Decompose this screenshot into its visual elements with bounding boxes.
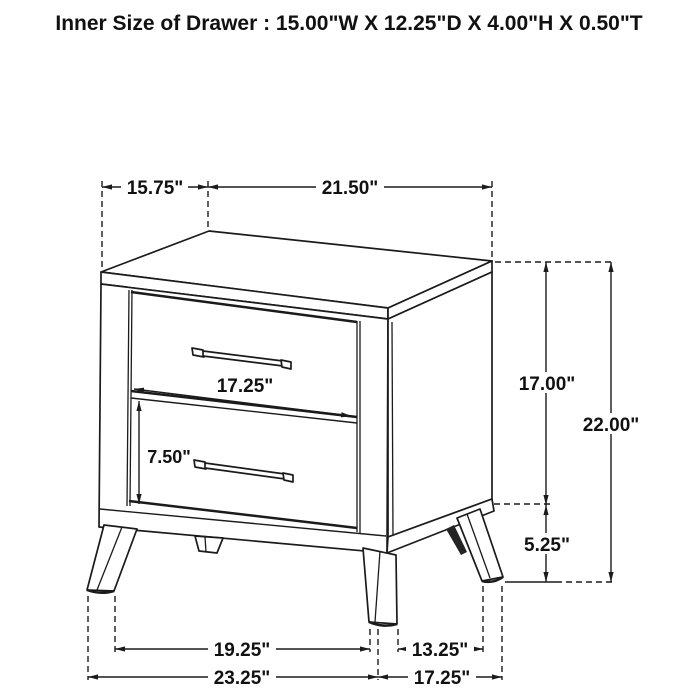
lower-handle-right-cap	[283, 473, 293, 482]
side-panel	[388, 272, 492, 537]
cabinet-front-face	[99, 284, 388, 553]
dim-top-depth-label: 15.75"	[126, 178, 184, 199]
dim-top-width-label: 21.50"	[321, 178, 379, 199]
page-title: Inner Size of Drawer : 15.00"W X 12.25"D X 4.00"H X 0.50"T	[55, 12, 643, 35]
dim-side-feet-inner-span-label: 13.25"	[411, 640, 469, 661]
leg-front-left	[87, 525, 137, 593]
leg-back-left	[195, 536, 223, 553]
dim-side-feet-outer-span-label: 17.25"	[413, 668, 471, 689]
dim-side-feet-inner-span	[398, 638, 483, 661]
dim-top-width	[208, 176, 492, 199]
dim-leg-height-label: 5.25"	[524, 535, 570, 556]
dim-lower-drawer-height-label: 7.50"	[147, 447, 191, 467]
dim-front-feet-inner-span-label: 19.25"	[213, 640, 271, 661]
dim-front-feet-outer-span	[88, 666, 378, 689]
dim-front-feet-outer-span-label: 23.25"	[213, 668, 271, 689]
dim-front-feet-inner-span	[115, 638, 370, 661]
leg-front-right	[363, 548, 397, 626]
dim-drawer-front-width-label: 17.25"	[216, 376, 274, 397]
dim-overall-height-label: 22.00"	[582, 415, 640, 436]
nightstand-illustration	[87, 231, 503, 626]
leg-back-left-body	[195, 536, 223, 553]
dim-case-height-label: 17.00"	[518, 374, 576, 395]
dim-overall-height	[577, 262, 645, 582]
leg-back-right-body	[457, 509, 503, 581]
dim-case-height	[513, 262, 581, 505]
dim-side-feet-outer-span	[378, 666, 502, 689]
dim-top-depth	[102, 176, 208, 199]
dim-leg-height	[519, 505, 575, 582]
leg-front-left-body	[87, 525, 137, 591]
upper-handle-right-cap	[281, 360, 291, 369]
